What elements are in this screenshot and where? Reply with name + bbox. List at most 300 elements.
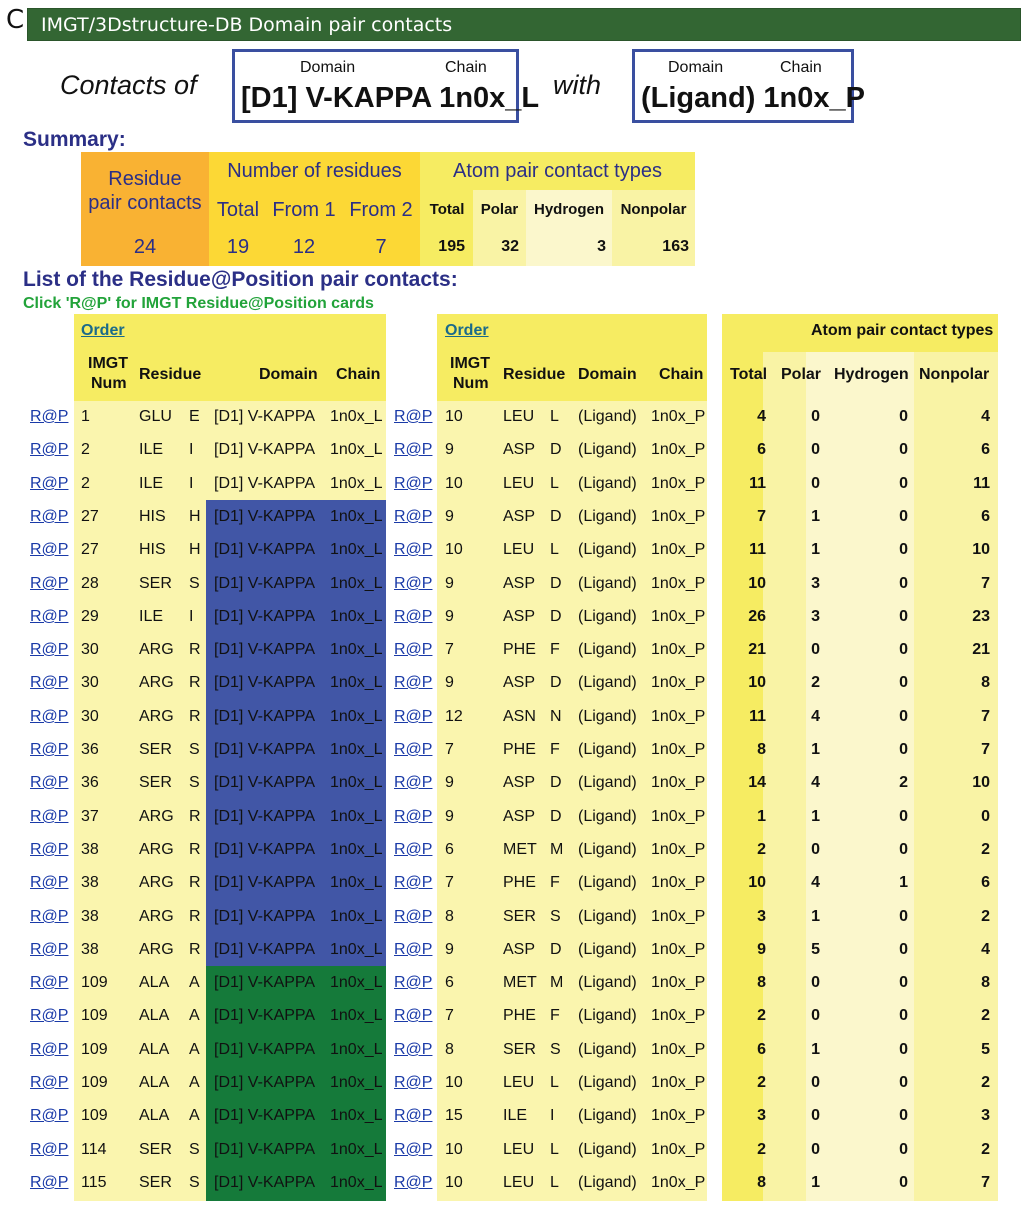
atom-nonpolar: 2: [981, 908, 990, 925]
rap-link-left[interactable]: R@P: [30, 908, 69, 925]
atom-polar: 1: [811, 741, 820, 758]
residue-right: ASP: [503, 441, 536, 458]
atom-hydrogen: 0: [899, 441, 908, 458]
atom-polar: 0: [811, 641, 820, 658]
atom-nonpolar: 7: [981, 1174, 990, 1191]
chain-right: 1n0x_P: [651, 641, 706, 658]
rap-link-left[interactable]: R@P: [30, 708, 69, 725]
atom-hydrogen: 0: [899, 674, 908, 691]
domain-right: (Ligand): [578, 1041, 637, 1058]
domain-left: [D1] V-KAPPA: [214, 508, 316, 525]
chain-right: 1n0x_P: [651, 1107, 706, 1124]
domain-right: (Ligand): [578, 674, 637, 691]
residue-code-right: L: [550, 1141, 559, 1158]
atom-total: 11: [749, 475, 766, 492]
residue-left: ARG: [139, 908, 174, 925]
residue-right: ASP: [503, 608, 536, 625]
atom-nonpolar: 5: [981, 1041, 990, 1058]
atom-polar: 0: [811, 1074, 820, 1091]
atom-polar: 1: [811, 808, 820, 825]
imgt-num-right: 10: [445, 475, 463, 492]
residue-code-right: M: [550, 841, 564, 858]
domain-right: (Ligand): [578, 1107, 637, 1124]
chain-left: 1n0x_L: [330, 841, 383, 858]
domain1-value: [D1] V-KAPPA 1n0x_L: [241, 82, 540, 114]
imgt-num-right: 7: [445, 874, 454, 891]
residue-right: ASP: [503, 674, 536, 691]
domain-left: [D1] V-KAPPA: [214, 708, 316, 725]
domain-left: [D1] V-KAPPA: [214, 908, 316, 925]
chain-right: 1n0x_P: [651, 941, 706, 958]
domain-left: [D1] V-KAPPA: [214, 1041, 316, 1058]
order-link-left[interactable]: Order: [81, 322, 125, 339]
atom-total: 10: [748, 674, 766, 691]
atom-nonpolar: 6: [981, 441, 990, 458]
domain-right: (Ligand): [578, 941, 637, 958]
residue-code-left: A: [189, 1041, 200, 1058]
rap-link-right[interactable]: R@P: [394, 1007, 433, 1024]
rap-link-left[interactable]: R@P: [30, 1174, 69, 1191]
rap-link-right[interactable]: R@P: [394, 708, 433, 725]
rap-link-left[interactable]: R@P: [30, 974, 69, 991]
rap-link-right[interactable]: R@P: [394, 674, 433, 691]
chain-right: 1n0x_P: [651, 1174, 706, 1191]
atom-nonpolar: 3: [981, 1107, 990, 1124]
imgt-num-left: 37: [81, 808, 99, 825]
atom-total: 21: [748, 641, 766, 658]
atom-hydrogen: 0: [899, 608, 908, 625]
imgt-num-left: 28: [81, 575, 99, 592]
imgt-num-right: 10: [445, 408, 463, 425]
rap-link-right[interactable]: R@P: [394, 441, 433, 458]
imgt-num-right: 7: [445, 741, 454, 758]
residue-left: ILE: [139, 441, 164, 458]
atom-hydrogen: 0: [899, 1141, 908, 1158]
chain-left: 1n0x_L: [330, 941, 383, 958]
chain-right: 1n0x_P: [651, 708, 706, 725]
residue-code-left: A: [189, 1074, 200, 1091]
atom-total: 7: [757, 508, 766, 525]
atom-nonpolar: 23: [972, 608, 990, 625]
residue-left: ARG: [139, 841, 174, 858]
residue-left: HIS: [139, 508, 166, 525]
residue-code-right: F: [550, 641, 560, 658]
domain-left: [D1] V-KAPPA: [214, 1007, 316, 1024]
domain-left: [D1] V-KAPPA: [214, 408, 316, 425]
residue-right: PHE: [503, 1007, 536, 1024]
chain-left: 1n0x_L: [330, 541, 383, 558]
domain1-domain-label: Domain: [300, 59, 356, 76]
rap-link-left[interactable]: R@P: [30, 941, 69, 958]
domain-right: (Ligand): [578, 608, 637, 625]
domain-left: [D1] V-KAPPA: [214, 575, 316, 592]
domain2-box: [632, 49, 865, 123]
atom-polar: 0: [811, 441, 820, 458]
atom-polar: 4: [811, 708, 820, 725]
domain-left: [D1] V-KAPPA: [214, 541, 316, 558]
domain2-domain-label: Domain: [668, 59, 724, 76]
imgt-num-left: 109: [81, 1074, 108, 1091]
atom-total: 3: [757, 908, 766, 925]
residue-right: LEU: [503, 1074, 535, 1091]
rap-link-left[interactable]: R@P: [30, 608, 69, 625]
hdr-atom-types: Atom pair contact types: [811, 322, 994, 339]
atom-polar: 1: [811, 1174, 820, 1191]
atom-polar: 0: [811, 475, 820, 492]
domain-left: [D1] V-KAPPA: [214, 608, 316, 625]
residue-left: ARG: [139, 874, 174, 891]
summary-from2-value: 7: [375, 236, 387, 258]
chain-left: 1n0x_L: [330, 441, 383, 458]
domain-right: (Ligand): [578, 508, 637, 525]
rap-link-right[interactable]: R@P: [394, 408, 433, 425]
atom-polar: 0: [811, 974, 820, 991]
rap-link-left[interactable]: R@P: [30, 874, 69, 891]
residue-left: GLU: [139, 408, 172, 425]
atom-hydrogen: 0: [899, 508, 908, 525]
residue-code-left: S: [189, 1141, 200, 1158]
residue-right: PHE: [503, 741, 536, 758]
imgt-num-right: 8: [445, 908, 454, 925]
imgt-num-right: 10: [445, 1174, 463, 1191]
domain-right: (Ligand): [578, 774, 637, 791]
imgt-num-right: 9: [445, 608, 454, 625]
rap-link-left[interactable]: R@P: [30, 541, 69, 558]
residue-right: ASN: [503, 708, 536, 725]
rap-link-left[interactable]: R@P: [30, 475, 69, 492]
rap-link-left[interactable]: R@P: [30, 774, 69, 791]
atom-nonpolar: 2: [981, 1007, 990, 1024]
chain-right: 1n0x_P: [651, 475, 706, 492]
hdr-chain-right: Chain: [659, 366, 704, 383]
residue-code-left: H: [189, 541, 201, 558]
imgt-num-right: 9: [445, 808, 454, 825]
hdr-imgt-num-2-right: Num: [453, 375, 489, 392]
residue-left: SER: [139, 1141, 172, 1158]
atom-total: 11: [749, 541, 766, 558]
hdr-residue-left: Residue: [139, 366, 202, 383]
atom-polar: 5: [811, 941, 820, 958]
imgt-num-right: 10: [445, 1141, 463, 1158]
rap-link-right[interactable]: R@P: [394, 741, 433, 758]
domain-right: (Ligand): [578, 708, 637, 725]
hdr-residue-right: Residue: [503, 366, 566, 383]
residue-left: ALA: [139, 1074, 170, 1091]
summary-nonpolar-value: 163: [662, 238, 689, 255]
domain-left: [D1] V-KAPPA: [214, 674, 316, 691]
imgt-num-left: 38: [81, 908, 99, 925]
residue-code-right: D: [550, 441, 562, 458]
imgt-num-left: 29: [81, 608, 99, 625]
chain-left: 1n0x_L: [330, 475, 383, 492]
rap-link-right[interactable]: R@P: [394, 1041, 433, 1058]
atom-total: 4: [757, 408, 766, 425]
imgt-num-left: 114: [81, 1141, 107, 1158]
chain-left: 1n0x_L: [330, 708, 383, 725]
rap-link-right[interactable]: R@P: [394, 841, 433, 858]
atom-hydrogen: 0: [899, 1007, 908, 1024]
atom-total: 26: [748, 608, 766, 625]
imgt-num-left: 36: [81, 741, 99, 758]
residue-code-right: L: [550, 1074, 559, 1091]
hdr-domain-left: Domain: [259, 366, 318, 383]
rap-link-right[interactable]: R@P: [394, 874, 433, 891]
hdr-polar: Polar: [781, 366, 822, 383]
summary-polar-value: 32: [501, 238, 519, 255]
atom-hydrogen: 0: [899, 1074, 908, 1091]
rap-link-right[interactable]: R@P: [394, 608, 433, 625]
domain-left: [D1] V-KAPPA: [214, 1074, 316, 1091]
atom-nonpolar: 10: [972, 541, 990, 558]
atom-total: 2: [757, 1074, 766, 1091]
residue-code-left: A: [189, 974, 200, 991]
imgt-num-right: 10: [445, 1074, 463, 1091]
imgt-num-right: 9: [445, 441, 454, 458]
hdr-hydrogen: Hydrogen: [834, 366, 909, 383]
residue-right: LEU: [503, 475, 535, 492]
atom-nonpolar: 4: [981, 408, 990, 425]
domain2-value: (Ligand) 1n0x_P: [641, 82, 865, 114]
rap-link-left[interactable]: R@P: [30, 508, 69, 525]
domain-right: (Ligand): [578, 575, 637, 592]
atom-hydrogen: 0: [899, 741, 908, 758]
imgt-num-left: 30: [81, 641, 99, 658]
imgt-num-right: 8: [445, 1041, 454, 1058]
imgt-num-left: 38: [81, 874, 99, 891]
atom-total: 3: [757, 1107, 766, 1124]
residue-code-left: I: [189, 608, 194, 625]
hydrogen-col-bg: [806, 352, 914, 1201]
atom-polar: 1: [811, 508, 820, 525]
rap-link-left[interactable]: R@P: [30, 1074, 69, 1091]
rap-link-left[interactable]: R@P: [30, 575, 69, 592]
residue-left: ARG: [139, 808, 174, 825]
domain-left: [D1] V-KAPPA: [214, 1174, 316, 1191]
contacts-of-label: Contacts of: [60, 70, 197, 100]
rap-link-right[interactable]: R@P: [394, 1074, 433, 1091]
residue-code-right: D: [550, 575, 562, 592]
residue-right: ASP: [503, 774, 536, 791]
rap-link-left[interactable]: R@P: [30, 741, 69, 758]
atom-hydrogen: 2: [899, 774, 908, 791]
chain-right: 1n0x_P: [651, 608, 706, 625]
chain-left: 1n0x_L: [330, 641, 383, 658]
atom-nonpolar: 7: [981, 575, 990, 592]
imgt-num-left: 109: [81, 974, 108, 991]
rap-link-right[interactable]: R@P: [394, 941, 433, 958]
atom-nonpolar: 8: [981, 674, 990, 691]
domain-right: (Ligand): [578, 641, 637, 658]
chain-left: 1n0x_L: [330, 408, 383, 425]
chain-right: 1n0x_P: [651, 575, 706, 592]
chain-left: 1n0x_L: [330, 1141, 383, 1158]
chain-right: 1n0x_P: [651, 808, 706, 825]
residue-code-left: R: [189, 708, 201, 725]
imgt-num-left: 30: [81, 674, 99, 691]
chain-right: 1n0x_P: [651, 874, 706, 891]
residue-code-right: D: [550, 608, 562, 625]
rap-link-right[interactable]: R@P: [394, 1141, 433, 1158]
rap-link-left[interactable]: R@P: [30, 841, 69, 858]
residue-code-left: S: [189, 575, 200, 592]
residue-code-right: S: [550, 1041, 561, 1058]
domain-left: [D1] V-KAPPA: [214, 774, 316, 791]
summary-nres-label: Number of residues: [227, 160, 402, 182]
chain-left: 1n0x_L: [330, 1041, 383, 1058]
summary-atom-label: Atom pair contact types: [453, 160, 662, 182]
chain-left: 1n0x_L: [330, 575, 383, 592]
residue-code-left: S: [189, 774, 200, 791]
rap-link-right[interactable]: R@P: [394, 774, 433, 791]
residue-right: ILE: [503, 1107, 528, 1124]
residue-left: ALA: [139, 974, 170, 991]
chain-right: 1n0x_P: [651, 541, 706, 558]
atom-nonpolar: 7: [981, 708, 990, 725]
domain-right: (Ligand): [578, 974, 637, 991]
atom-total: 2: [757, 1141, 766, 1158]
atom-total: 8: [757, 1174, 766, 1191]
chain-left: 1n0x_L: [330, 908, 383, 925]
residue-code-right: L: [550, 1174, 559, 1191]
domain-right: (Ligand): [578, 741, 637, 758]
domain-right: (Ligand): [578, 874, 637, 891]
rap-link-right[interactable]: R@P: [394, 508, 433, 525]
atom-polar: 0: [811, 841, 820, 858]
domain-left: [D1] V-KAPPA: [214, 941, 316, 958]
atom-hydrogen: 0: [899, 941, 908, 958]
rap-link-left[interactable]: R@P: [30, 408, 69, 425]
residue-code-right: D: [550, 674, 562, 691]
imgt-num-right: 10: [445, 541, 463, 558]
atom-polar: 3: [811, 575, 820, 592]
residue-code-left: S: [189, 741, 200, 758]
atom-total: 14: [748, 774, 766, 791]
atom-polar: 0: [811, 1141, 820, 1158]
atom-nonpolar: 11: [973, 475, 990, 492]
atom-total: 2: [757, 841, 766, 858]
atom-nonpolar: 8: [981, 974, 990, 991]
atom-total: 1: [757, 808, 766, 825]
atom-total: 2: [757, 1007, 766, 1024]
rap-link-right[interactable]: R@P: [394, 908, 433, 925]
domain-right: (Ligand): [578, 1074, 637, 1091]
domain-left: [D1] V-KAPPA: [214, 741, 316, 758]
summary-atom-total-value: 195: [438, 238, 465, 255]
rap-link-left[interactable]: R@P: [30, 1107, 69, 1124]
atom-polar: 1: [811, 1041, 820, 1058]
imgt-num-left: 38: [81, 941, 99, 958]
rap-link-left[interactable]: R@P: [30, 1141, 69, 1158]
residue-code-left: I: [189, 475, 194, 492]
chain-left: 1n0x_L: [330, 674, 383, 691]
chain-right: 1n0x_P: [651, 841, 706, 858]
rap-link-left[interactable]: R@P: [30, 1007, 69, 1024]
residue-left: ALA: [139, 1007, 170, 1024]
rap-link-right[interactable]: R@P: [394, 641, 433, 658]
chain-right: 1n0x_P: [651, 1074, 706, 1091]
imgt-num-right: 9: [445, 774, 454, 791]
domain-right: (Ligand): [578, 408, 637, 425]
imgt-num-right: 9: [445, 575, 454, 592]
residue-code-left: R: [189, 808, 201, 825]
atom-total: 10: [748, 575, 766, 592]
rap-link-left[interactable]: R@P: [30, 1041, 69, 1058]
atom-nonpolar: 4: [981, 941, 990, 958]
atom-hydrogen: 0: [899, 1041, 908, 1058]
rap-link-right[interactable]: R@P: [394, 541, 433, 558]
domain-right: (Ligand): [578, 441, 637, 458]
chain-left: 1n0x_L: [330, 608, 383, 625]
residue-code-left: S: [189, 1174, 200, 1191]
summary-total-value: 19: [226, 236, 250, 258]
atom-total: 11: [749, 708, 766, 725]
domain1-box: [232, 49, 540, 123]
residue-left: ILE: [139, 608, 164, 625]
rap-link-right[interactable]: R@P: [394, 1174, 433, 1191]
atom-hydrogen: 0: [899, 974, 908, 991]
order-link-right[interactable]: Order: [445, 322, 489, 339]
domain-right: (Ligand): [578, 1007, 637, 1024]
residue-left: SER: [139, 575, 172, 592]
imgt-num-left: 109: [81, 1107, 108, 1124]
rap-link-right[interactable]: R@P: [394, 475, 433, 492]
rap-link-right[interactable]: R@P: [394, 575, 433, 592]
imgt-num-left: 109: [81, 1007, 108, 1024]
residue-code-left: I: [189, 441, 194, 458]
residue-code-right: N: [550, 708, 562, 725]
rap-link-right[interactable]: R@P: [394, 1107, 433, 1124]
domain-left: [D1] V-KAPPA: [214, 475, 316, 492]
domain-right: (Ligand): [578, 1174, 637, 1191]
domain2-chain-label: Chain: [780, 59, 822, 76]
imgt-num-right: 15: [445, 1107, 463, 1124]
imgt-num-right: 6: [445, 974, 454, 991]
domain-left: [D1] V-KAPPA: [214, 874, 316, 891]
residue-code-left: H: [189, 508, 201, 525]
chain-left: 1n0x_L: [330, 741, 383, 758]
imgt-num-left: 2: [81, 475, 90, 492]
atom-hydrogen: 0: [899, 1107, 908, 1124]
atom-nonpolar: 2: [981, 1074, 990, 1091]
chain-left: 1n0x_L: [330, 774, 383, 791]
rap-link-left[interactable]: R@P: [30, 441, 69, 458]
residue-left: ARG: [139, 641, 174, 658]
rap-link-left[interactable]: R@P: [30, 808, 69, 825]
residue-code-left: R: [189, 674, 201, 691]
imgt-num-right: 7: [445, 641, 454, 658]
chain-right: 1n0x_P: [651, 774, 706, 791]
hdr-nonpolar: Nonpolar: [919, 366, 990, 383]
imgt-num-right: 9: [445, 508, 454, 525]
summary-rpc-value: 24: [133, 236, 157, 258]
rap-link-left[interactable]: R@P: [30, 674, 69, 691]
domain1-chain-label: Chain: [445, 59, 487, 76]
residue-code-right: D: [550, 808, 562, 825]
atom-total: 6: [757, 1041, 766, 1058]
page-title: IMGT/3Dstructure-DB Domain pair contacts: [27, 8, 1021, 41]
rap-link-left[interactable]: R@P: [30, 641, 69, 658]
rap-link-right[interactable]: R@P: [394, 808, 433, 825]
atom-hydrogen: 0: [899, 1174, 908, 1191]
summary-from1-value: 12: [292, 236, 316, 258]
domain-left: [D1] V-KAPPA: [214, 441, 316, 458]
atom-hydrogen: 0: [899, 641, 908, 658]
atom-nonpolar: 2: [981, 1141, 990, 1158]
chain-left: 1n0x_L: [330, 508, 383, 525]
residue-code-left: A: [189, 1107, 200, 1124]
rap-link-right[interactable]: R@P: [394, 974, 433, 991]
chain-right: 1n0x_P: [651, 674, 706, 691]
